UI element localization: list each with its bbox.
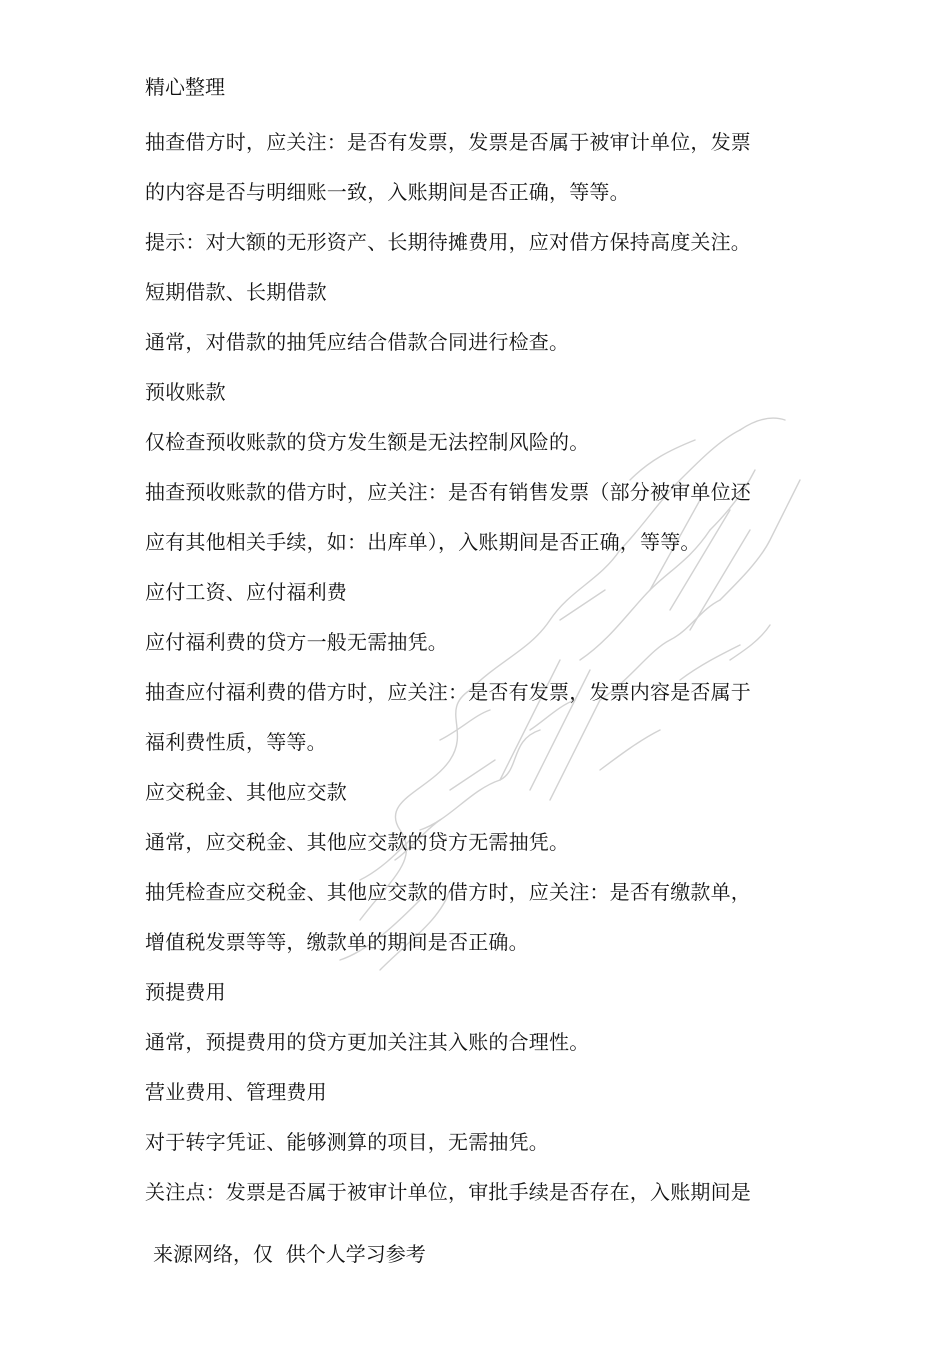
body-line: 的内容是否与明细账一致，入账期间是否正确，等等。 (145, 180, 630, 204)
body-line: 抽查应付福利费的借方时，应关注：是否有发票，发票内容是否属于 (145, 680, 751, 704)
section-heading: 预收账款 (145, 380, 226, 404)
body-line: 对于转字凭证、能够测算的项目，无需抽凭。 (145, 1130, 549, 1154)
section-heading: 应交税金、其他应交款 (145, 780, 347, 804)
body-line: 通常，应交税金、其他应交款的贷方无需抽凭。 (145, 830, 570, 854)
body-line: 通常，预提费用的贷方更加关注其入账的合理性。 (145, 1030, 590, 1054)
body-line: 抽查预收账款的借方时，应关注：是否有销售发票（部分被审单位还 (145, 480, 751, 504)
body-line: 应有其他相关手续，如：出库单），入账期间是否正确，等等。 (145, 530, 701, 554)
body-line: 通常，对借款的抽凭应结合借款合同进行检查。 (145, 330, 570, 354)
body-line: 提示：对大额的无形资产、长期待摊费用，应对借方保持高度关注。 (145, 230, 751, 254)
section-heading: 营业费用、管理费用 (145, 1080, 327, 1104)
section-heading: 应付工资、应付福利费 (145, 580, 347, 604)
body-line: 仅检查预收账款的贷方发生额是无法控制风险的。 (145, 430, 590, 454)
body-line: 应付福利费的贷方一般无需抽凭。 (145, 630, 448, 654)
section-heading: 短期借款、长期借款 (145, 280, 327, 304)
body-line: 福利费性质，等等。 (145, 730, 327, 754)
body-line: 关注点：发票是否属于被审计单位，审批手续是否存在，入账期间是 (145, 1180, 751, 1204)
page-footer: 来源网络，仅 供个人学习参考 (153, 1242, 426, 1266)
body-line: 抽查借方时，应关注：是否有发票，发票是否属于被审计单位，发票 (145, 130, 751, 154)
body-line: 抽凭检查应交税金、其他应交款的借方时，应关注：是否有缴款单， (145, 880, 751, 904)
body-line: 增值税发票等等，缴款单的期间是否正确。 (145, 930, 529, 954)
section-heading: 预提费用 (145, 980, 226, 1004)
page-header: 精心整理 (145, 75, 225, 99)
